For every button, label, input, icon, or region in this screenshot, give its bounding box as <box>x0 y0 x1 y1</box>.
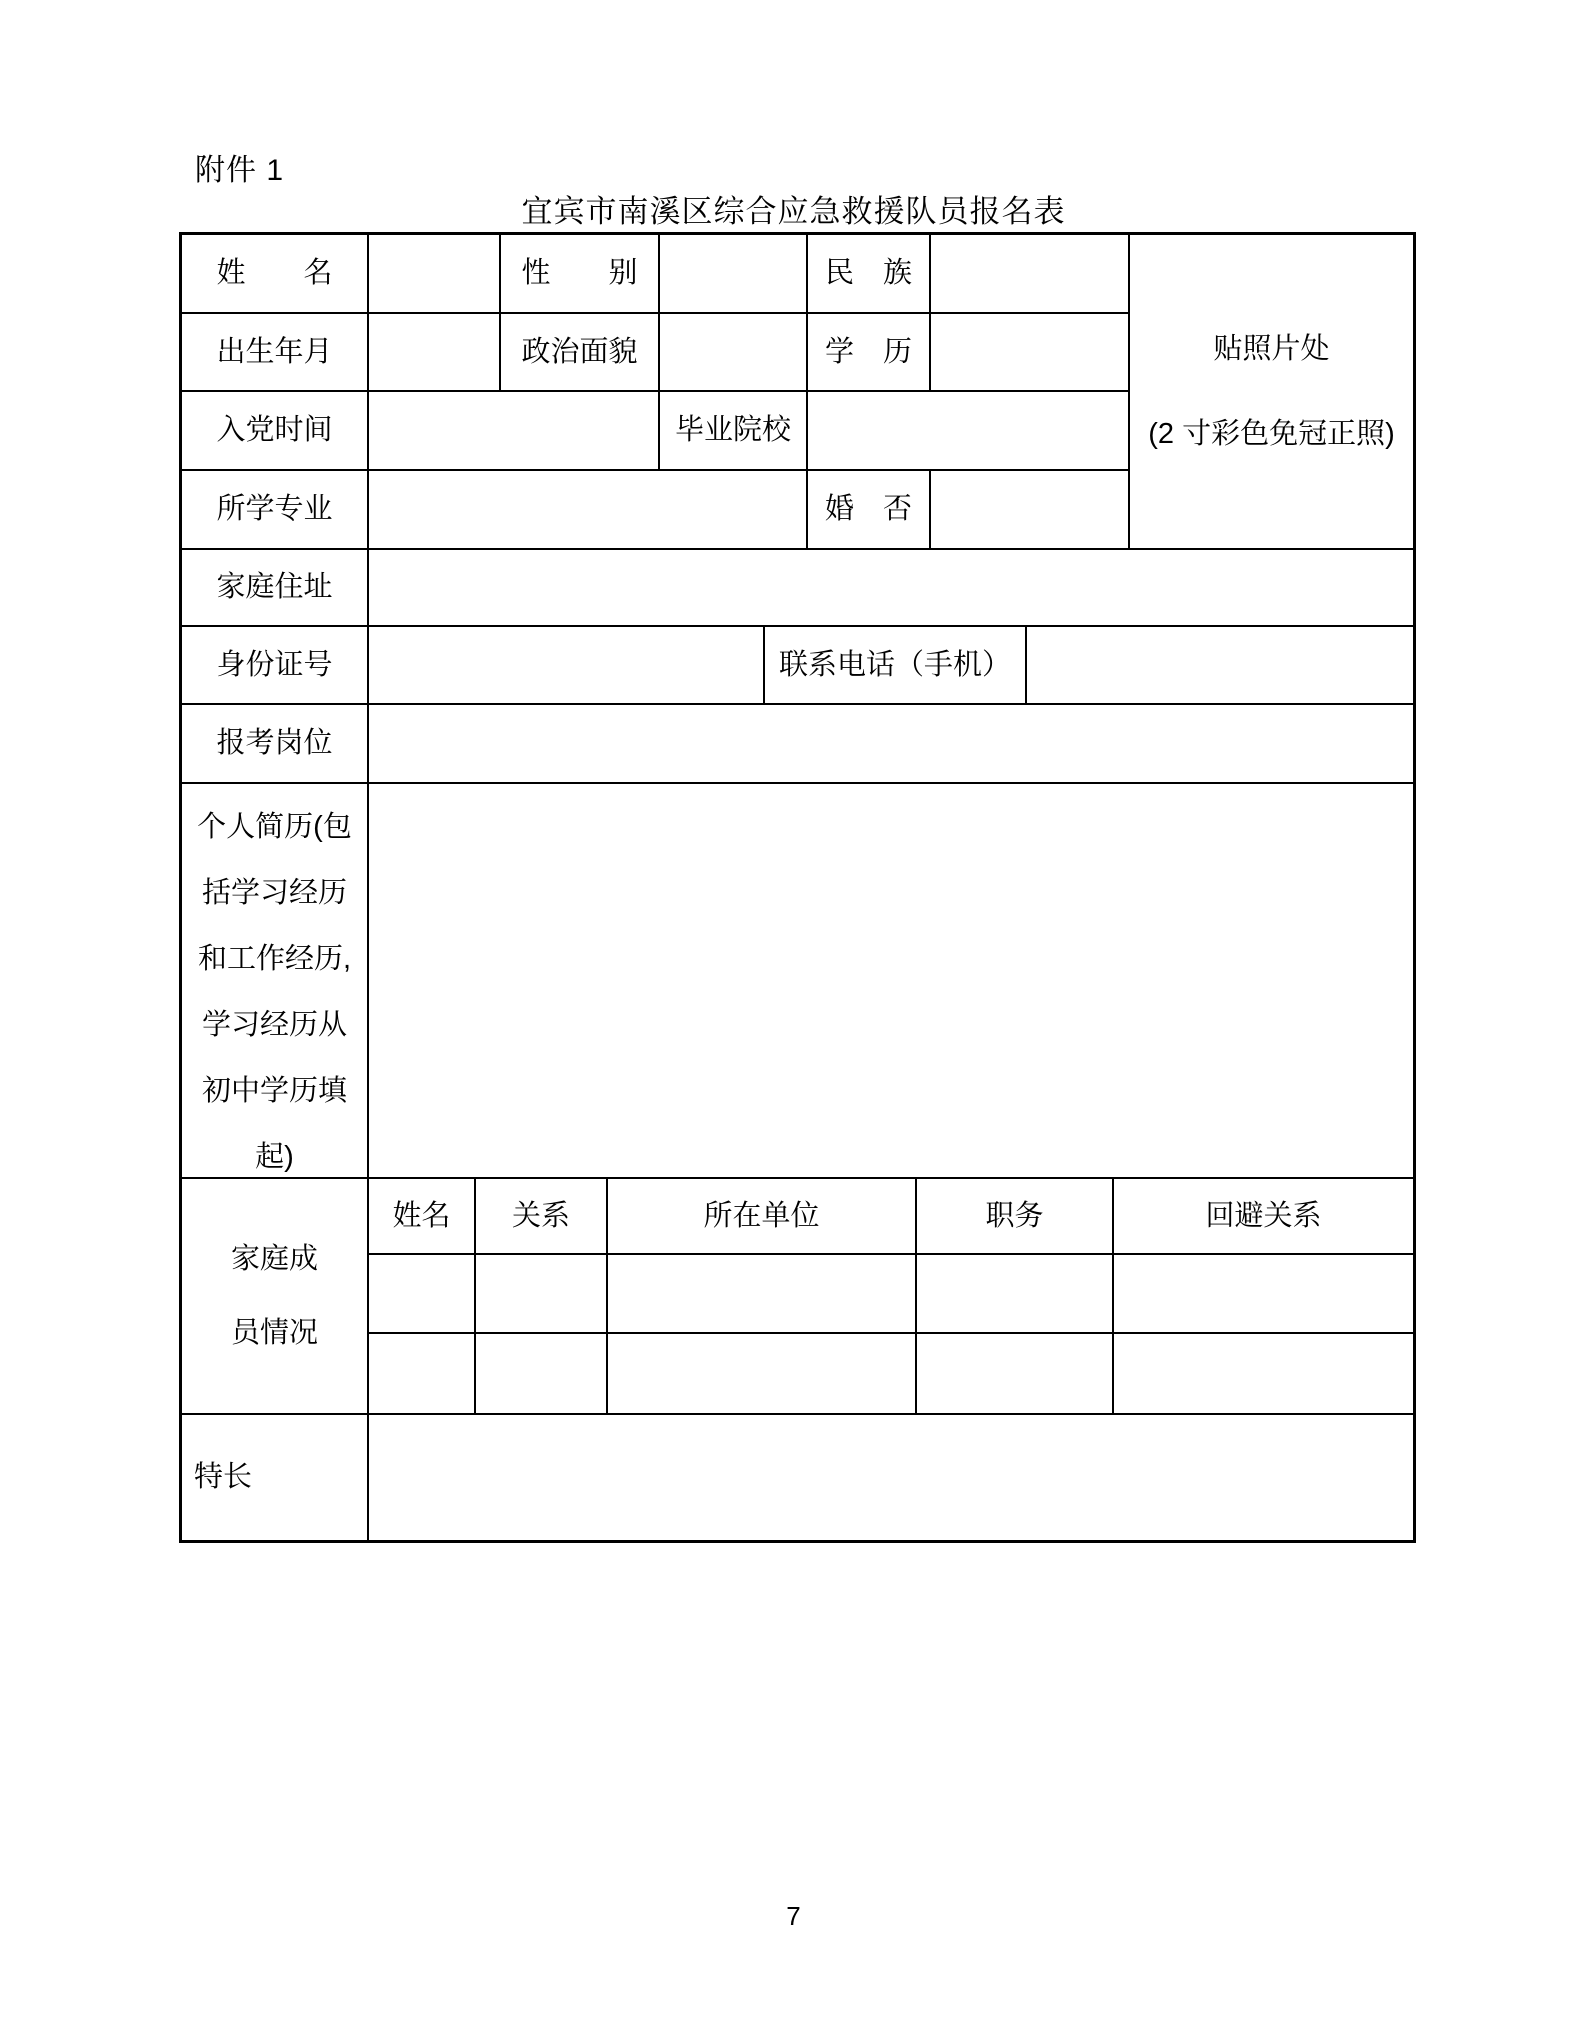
ethnicity-value-cell <box>929 235 1128 312</box>
birth-date-value-cell <box>367 312 499 390</box>
photo-area <box>1128 235 1413 548</box>
political-status-label: 政治面貌 <box>499 312 658 390</box>
family-header-relation: 关系 <box>474 1177 606 1253</box>
education-label: 学 历 <box>806 312 929 390</box>
family-row2-relation-cell <box>474 1332 606 1413</box>
political-status-value-cell <box>658 312 806 390</box>
gender-label: 性 别 <box>499 235 658 312</box>
party-join-time-label: 入党时间 <box>182 390 367 469</box>
family-row1-position-cell <box>915 1253 1112 1332</box>
family-header-work-unit: 所在单位 <box>606 1177 915 1253</box>
photo-area-title: 贴照片处 <box>1213 333 1330 366</box>
family-row2-work-unit-cell <box>606 1332 915 1413</box>
family-row2-position-cell <box>915 1332 1112 1413</box>
family-members-label-cell <box>182 1177 367 1413</box>
family-row1-work-unit-cell <box>606 1253 915 1332</box>
name-value-cell <box>367 235 499 312</box>
id-number-value-cell <box>367 625 763 703</box>
home-address-value-cell <box>367 548 1413 625</box>
registration-form-table <box>179 232 1416 1543</box>
family-row2-avoidance-cell <box>1112 1332 1413 1413</box>
birth-date-label: 出生年月 <box>182 312 367 390</box>
page-number: 7 <box>786 1901 801 1931</box>
family-header-name: 姓名 <box>367 1177 474 1253</box>
family-row1-avoidance-cell <box>1112 1253 1413 1332</box>
photo-area-note: (2 寸彩色免冠正照) <box>1148 417 1395 450</box>
gender-value-cell <box>658 235 806 312</box>
marital-status-value-cell <box>929 469 1128 548</box>
major-label: 所学专业 <box>182 469 367 548</box>
applied-position-label: 报考岗位 <box>182 703 367 782</box>
family-row1-name-cell <box>367 1253 474 1332</box>
major-value-cell <box>367 469 806 548</box>
resume-value-cell <box>367 782 1413 1177</box>
graduate-school-label: 毕业院校 <box>658 390 806 469</box>
ethnicity-label: 民 族 <box>806 235 929 312</box>
name-label: 姓 名 <box>216 257 333 290</box>
id-number-label: 身份证号 <box>182 625 367 703</box>
specialty-value-cell <box>367 1413 1413 1540</box>
family-row2-name-cell <box>367 1332 474 1413</box>
family-header-position: 职务 <box>915 1177 1112 1253</box>
specialty-label: 特长 <box>182 1413 367 1540</box>
marital-status-label: 婚 否 <box>806 469 929 548</box>
resume-label-cell <box>182 782 367 1177</box>
home-address-label: 家庭住址 <box>182 548 367 625</box>
phone-label: 联系电话（手机） <box>763 625 1025 703</box>
graduate-school-value-cell <box>806 390 1128 469</box>
form-title: 宜宾市南溪区综合应急救援队员报名表 <box>521 194 1066 229</box>
family-row1-relation-cell <box>474 1253 606 1332</box>
family-header-avoidance-relation: 回避关系 <box>1112 1177 1413 1253</box>
phone-value-cell <box>1025 625 1413 703</box>
attachment-label: 附件 1 <box>195 154 285 187</box>
party-join-time-value-cell <box>367 390 658 469</box>
resume-label: 个人简历(包括学习经历和工作经历,学习经历从初中学历填起) <box>197 811 352 1173</box>
family-members-label: 家庭成员情况 <box>230 1243 318 1349</box>
education-value-cell <box>929 312 1128 390</box>
applied-position-value-cell <box>367 703 1413 782</box>
